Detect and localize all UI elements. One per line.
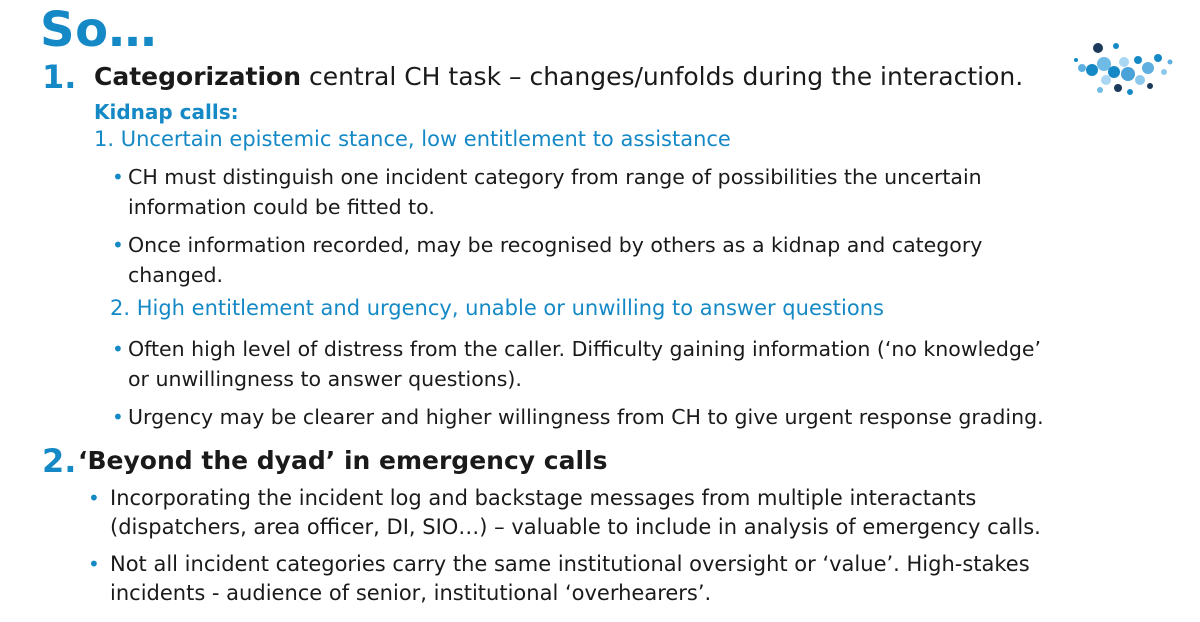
case1-label: 1. Uncertain epistemic stance, low entitlement to assistance — [94, 127, 731, 151]
bullet-icon: • — [88, 486, 100, 510]
slide-title: So… — [40, 2, 158, 58]
bullet-icon: • — [112, 233, 124, 257]
point2-heading: ‘Beyond the dyad’ in emergency calls — [78, 446, 608, 475]
kidnap-calls-heading: Kidnap calls: — [94, 100, 239, 124]
bullet-icon: • — [112, 405, 124, 429]
bullet-line: CH must distinguish one incident category from range of possibilities the uncertain — [128, 165, 982, 189]
list-item — [88, 550, 1030, 608]
point1-heading-bold: Categorization — [94, 62, 302, 91]
bullet-line: Urgency may be clearer and higher willingness from CH to give urgent response grading. — [128, 405, 1044, 429]
case2-label: 2. High entitlement and urgency, unable or unwilling to answer questions — [110, 296, 884, 320]
logo-icon — [1070, 40, 1180, 100]
bullet-icon: • — [112, 165, 124, 189]
point1-number: 1. — [42, 58, 77, 96]
bullet-line: Once information recorded, may be recognised by others as a kidnap and category — [128, 233, 983, 257]
point1-heading-rest: central CH task – changes/unfolds during the interaction. — [301, 62, 1024, 91]
point2-number: 2. — [42, 442, 77, 480]
bullet-line: information could be fitted to. — [128, 195, 435, 219]
bullet-line: (dispatchers, area officer, DI, SIO…) – valuable to include in analysis of emergency calls. — [110, 515, 1041, 539]
bullet-icon: • — [88, 552, 100, 576]
list-item — [112, 162, 982, 222]
bullet-line: Often high level of distress from the caller. Difficulty gaining information (‘no knowledge’ — [128, 337, 1042, 361]
bullet-line: incidents - audience of senior, institutional ‘overhearers’. — [110, 581, 712, 605]
bullet-line: or unwillingness to answer questions). — [128, 367, 522, 391]
list-item — [112, 230, 983, 290]
bullet-icon: • — [112, 337, 124, 361]
list-item — [88, 484, 1041, 542]
list-item — [112, 402, 1044, 432]
point1-heading — [94, 62, 1023, 91]
bullet-line: Incorporating the incident log and backstage messages from multiple interactants — [110, 486, 977, 510]
list-item — [112, 334, 1042, 394]
bullet-line: changed. — [128, 263, 223, 287]
bullet-line: Not all incident categories carry the same institutional oversight or ‘value’. High-stakes — [110, 552, 1030, 576]
